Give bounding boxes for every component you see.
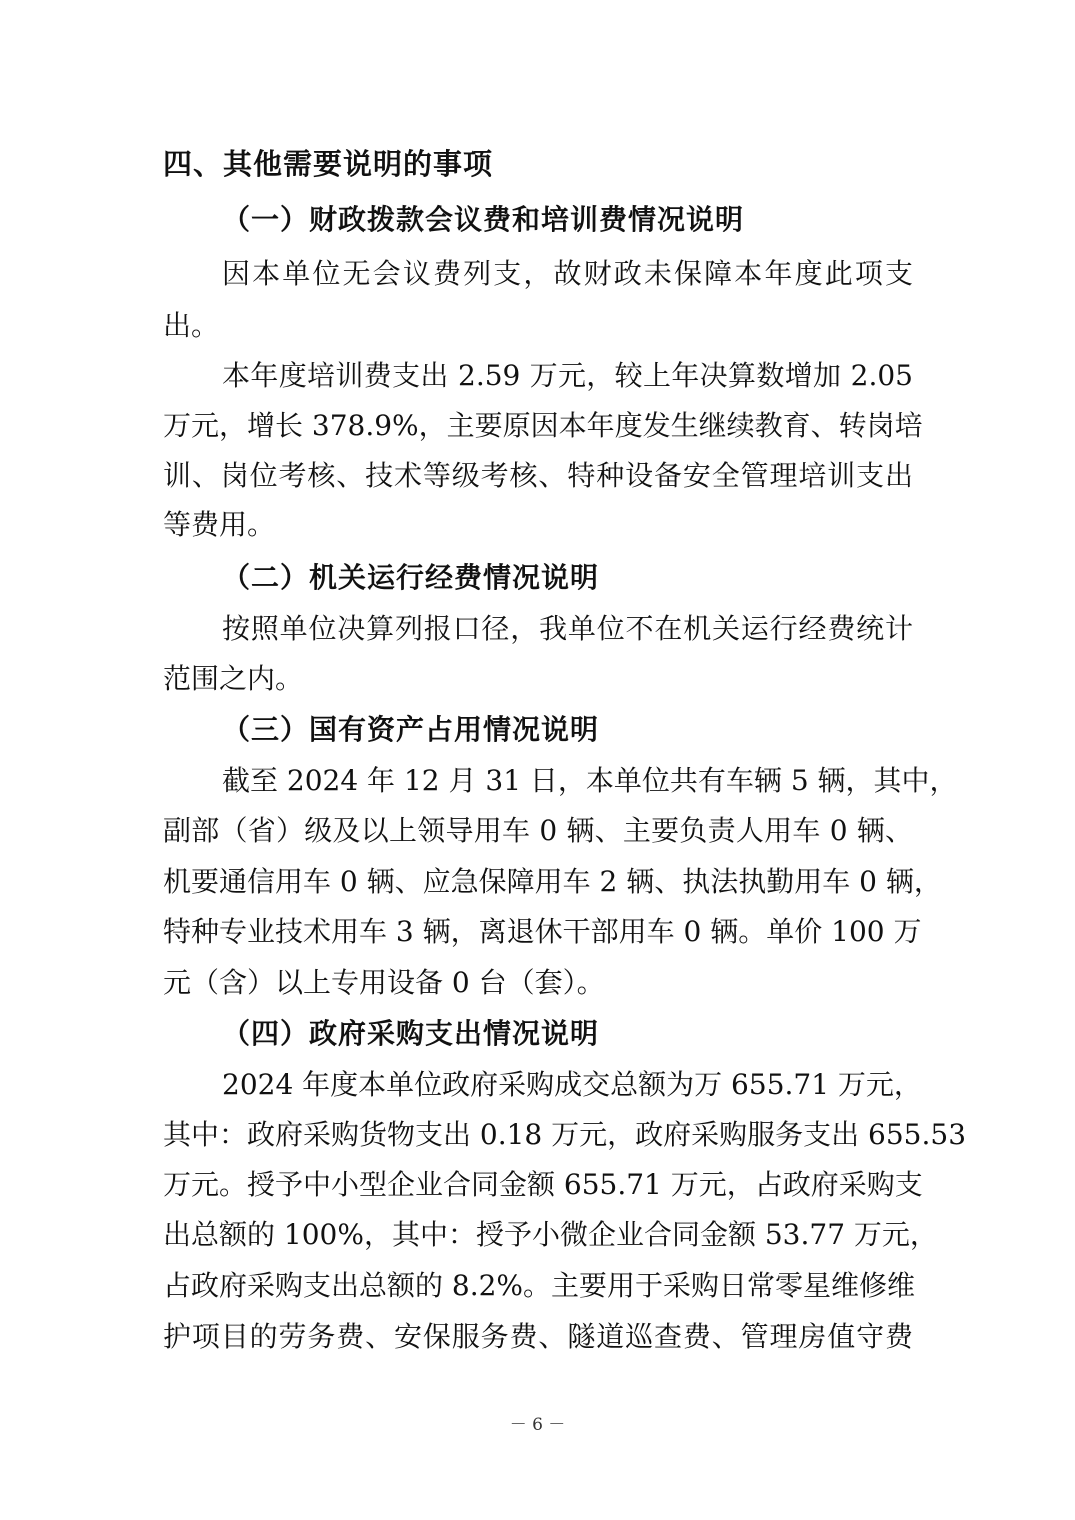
section-title: 四、其他需要说明的事项 [163, 147, 494, 181]
paragraph-line: 训、岗位考核、技术等级考核、特种设备安全管理培训支出 [163, 459, 913, 492]
page-number: － 6 － [509, 1415, 566, 1435]
subsection-title-2: （二）机关运行经费情况说明 [222, 561, 600, 594]
paragraph-line: 护项目的劳务费、安保服务费、隧道巡查费、管理房值守费 [163, 1320, 913, 1353]
paragraph-line: 因本单位无会议费列支，故财政未保障本年度此项支 [222, 257, 913, 290]
paragraph-line: 占政府采购支出总额的 8.2%。主要用于采购日常零星维修维 [163, 1269, 916, 1302]
paragraph-line: 万元，增长 378.9%，主要原因本年度发生继续教育、转岗培 [163, 409, 923, 442]
paragraph-line: 机要通信用车 0 辆、应急保障用车 2 辆、执法执勤用车 0 辆， [163, 865, 942, 898]
subsection-title-3: （三）国有资产占用情况说明 [222, 713, 600, 746]
paragraph-line: 万元。授予中小型企业合同金额 655.71 万元，占政府采购支 [163, 1168, 923, 1201]
paragraph-line: 特种专业技术用车 3 辆，离退休干部用车 0 辆。单价 100 万 [163, 915, 922, 948]
paragraph-line: 2024 年度本单位政府采购成交总额为万 655.71 万元， [222, 1068, 922, 1101]
paragraph-line: 截至 2024 年 12 月 31 日，本单位共有车辆 5 辆，其中， [222, 764, 958, 797]
paragraph-line: 副部（省）级及以上领导用车 0 辆、主要负责人用车 0 辆、 [163, 814, 913, 847]
subsection-title-4: （四）政府采购支出情况说明 [222, 1017, 600, 1050]
paragraph-line: 本年度培训费支出 2.59 万元，较上年决算数增加 2.05 [222, 359, 913, 392]
paragraph-line: 出。 [163, 309, 220, 342]
subsection-title-1: （一）财政拨款会议费和培训费情况说明 [222, 203, 745, 236]
paragraph-line: 出总额的 100%，其中：授予小微企业合同金额 53.77 万元， [163, 1218, 938, 1251]
paragraph-line: 其中：政府采购货物支出 0.18 万元，政府采购服务支出 655.53 [163, 1118, 967, 1151]
paragraph-line: 等费用。 [163, 508, 276, 541]
paragraph-line: 范围之内。 [163, 662, 304, 695]
paragraph-line: 按照单位决算列报口径，我单位不在机关运行经费统计 [222, 612, 913, 645]
paragraph-line: 元（含）以上专用设备 0 台（套）。 [163, 966, 605, 999]
